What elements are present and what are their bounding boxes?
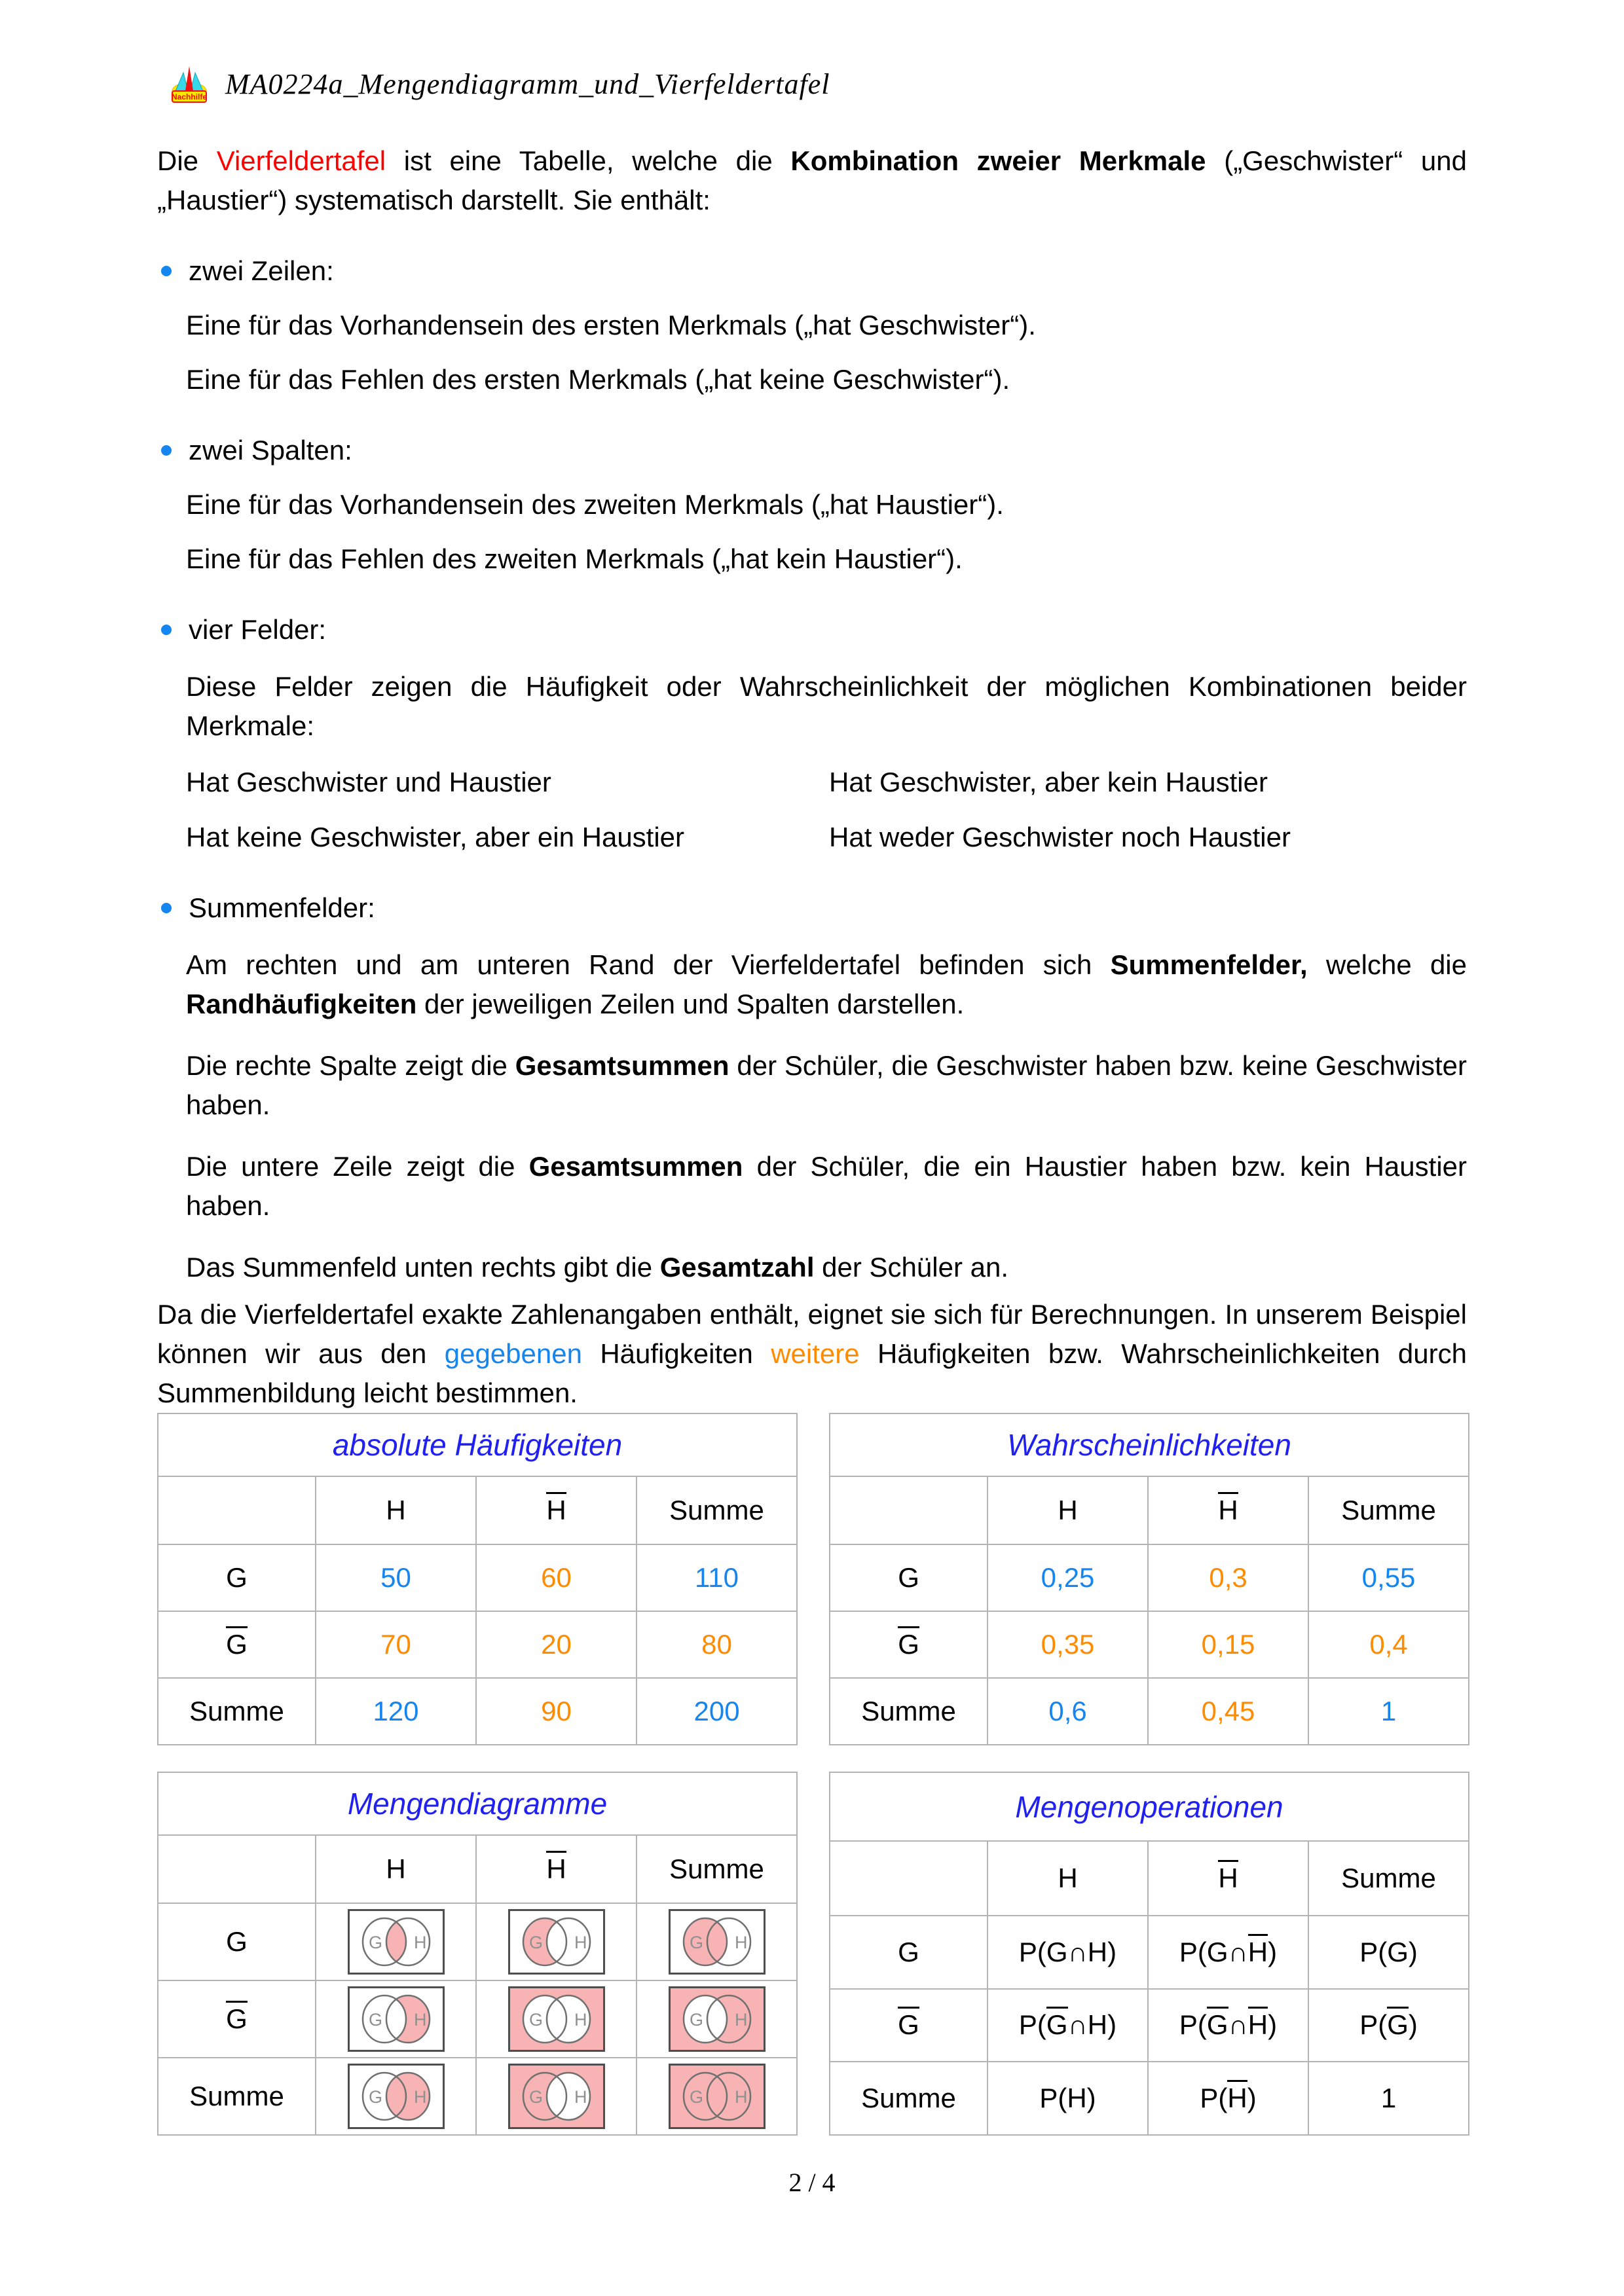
bullet-section-vier-felder (157, 610, 1467, 857)
column-header: Summe (1308, 1476, 1469, 1544)
value-cell: 0,45 (1148, 1678, 1308, 1745)
text-segment: G (1046, 2007, 1068, 2039)
column-header: Summe (1308, 1841, 1469, 1916)
bullet-paragraph (186, 1248, 1467, 1287)
value-cell: 0,25 (987, 1544, 1148, 1611)
text-segment: P( (1200, 2083, 1228, 2114)
column-header: H (987, 1476, 1148, 1544)
page-number: 2 / 4 (788, 2168, 836, 2197)
venn-g-label: G (368, 2087, 382, 2107)
venn-h-label: H (734, 1933, 747, 1952)
venn-g-label: G (528, 2087, 543, 2107)
column-header: Summe (637, 1835, 797, 1903)
text-segment: 1 (1380, 2083, 1397, 2114)
value-cell: 80 (637, 1611, 797, 1678)
row-header: Summe (158, 1678, 316, 1745)
text-segment: der Schüler an. (814, 1252, 1009, 1283)
venn-cell (476, 1980, 637, 2058)
value-cell: 110 (637, 1544, 797, 1611)
text-segment: H (1218, 1860, 1238, 1893)
tables-row-top (157, 1413, 1467, 1745)
text-segment: P( (1359, 2009, 1388, 2041)
text-segment: ∩H) (1067, 2009, 1117, 2041)
venn-diagram (668, 2063, 766, 2130)
nachhilfe-logo (168, 64, 211, 105)
row-header (158, 1980, 316, 2058)
text-segment: gegebenen (444, 1338, 582, 1369)
venn-g-label: G (689, 2087, 703, 2107)
document-header (168, 64, 1467, 105)
row-header: G (830, 1544, 987, 1611)
text-segment: H (1227, 2080, 1247, 2113)
venn-diagram (668, 1908, 766, 1975)
bullet-section-summenfelder (157, 888, 1467, 1287)
column-header: Summe (637, 1476, 797, 1544)
value-cell: 90 (476, 1678, 637, 1745)
bullet-line: Eine für das Vorhandensein des zweiten Merkmals („hat Haustier“). (186, 489, 1004, 520)
value-cell: 0,35 (987, 1611, 1148, 1678)
bullet-icon (161, 266, 172, 276)
text-segment: H (546, 1492, 566, 1525)
text-segment: Kombination zweier Merkmale (790, 145, 1206, 176)
text-segment: der jeweiligen Zeilen und Spalten darstellen. (416, 989, 965, 1019)
text-segment: H (1248, 2007, 1268, 2039)
venn-g-label: G (368, 2010, 382, 2030)
tables-row-bottom (157, 1772, 1467, 2136)
field-example: Hat keine Geschwister, aber ein Haustier (186, 822, 685, 852)
value-cell: 200 (637, 1678, 797, 1745)
venn-diagram (507, 1986, 606, 2052)
text-segment: P( (1018, 2009, 1046, 2041)
text-segment: P(G∩ (1179, 1936, 1248, 1967)
venn-g-label: G (368, 1933, 382, 1952)
row-header (158, 1611, 316, 1678)
column-header: H (316, 1476, 476, 1544)
bullet-row (161, 251, 1467, 291)
text-segment: ist eine Tabelle, welche die (386, 145, 791, 176)
text-segment: P(G) (1359, 1936, 1418, 1967)
logo-label: Nachhilfe (171, 92, 208, 101)
text-segment: P( (1179, 2009, 1207, 2041)
bullet-icon (161, 625, 172, 635)
value-cell: 0,4 (1308, 1611, 1469, 1678)
bullet-line: Eine für das Fehlen des zweiten Merkmals („hat kein Haustier“). (186, 543, 963, 574)
text-segment: Die rechte Spalte zeigt die (186, 1050, 515, 1081)
column-header (1148, 1841, 1308, 1916)
text-segment: ) (1268, 1936, 1278, 1967)
text-segment: Häufigkeiten (581, 1338, 771, 1369)
bullet-icon (161, 903, 172, 913)
venn-diagram (507, 1908, 606, 1975)
text-segment: P(H) (1039, 2083, 1096, 2114)
text-segment: ) (1268, 2009, 1278, 2041)
venn-h-label: H (413, 2010, 426, 2030)
venn-h-label: H (574, 2010, 587, 2030)
table-title: Mengenoperationen (830, 1772, 1469, 1841)
value-cell: 120 (316, 1678, 476, 1745)
bullet-row (161, 431, 1467, 470)
venn-cell (476, 1903, 637, 1980)
table-title: Wahrscheinlichkeiten (830, 1413, 1469, 1476)
text-segment: ) (1408, 2009, 1418, 2041)
bullet-icon (161, 445, 172, 456)
value-cell (987, 2062, 1148, 2135)
venn-diagram (347, 1986, 445, 2052)
value-cell: 0,15 (1148, 1611, 1308, 1678)
bullet-section-zwei-zeilen (157, 251, 1467, 399)
venn-cell (637, 2058, 797, 2135)
document-title: MA0224a_Mengendiagramm_und_Vierfeldertafel (225, 68, 830, 100)
venn-cell (476, 2058, 637, 2135)
bullet-row (161, 888, 1467, 928)
row-header (830, 1611, 987, 1678)
value-cell (987, 1989, 1148, 2062)
venn-h-label: H (574, 1933, 587, 1952)
venn-h-label: H (734, 2087, 747, 2107)
venn-h-label: H (734, 2010, 747, 2030)
venn-h-label: H (574, 2087, 587, 2107)
venn-cell (637, 1903, 797, 1980)
text-segment: H (1218, 1492, 1238, 1525)
text-segment: Das Summenfeld unten rechts gibt die (186, 1252, 660, 1283)
column-header (158, 1835, 316, 1903)
text-segment: weitere (771, 1338, 860, 1369)
column-header (476, 1835, 637, 1903)
field-examples (186, 763, 1467, 857)
value-cell: 70 (316, 1611, 476, 1678)
column-header (158, 1476, 316, 1544)
bullet-paragraph (186, 1147, 1467, 1226)
venn-cell (316, 1980, 476, 2058)
text-segment: G (1207, 2007, 1228, 2039)
text-segment: Die (157, 145, 217, 176)
value-cell (1148, 1989, 1308, 2062)
table-mengenoperationen (829, 1772, 1469, 2136)
text-segment: Vierfeldertafel (216, 145, 386, 176)
text-segment: welche die (1307, 949, 1467, 980)
text-segment: ) (1247, 2083, 1257, 2114)
field-example: Hat Geschwister, aber kein Haustier (829, 767, 1268, 797)
row-header: Summe (830, 2062, 987, 2135)
venn-cell (316, 2058, 476, 2135)
bullet-line: Eine für das Fehlen des ersten Merkmals („hat keine Geschwister“). (186, 364, 1010, 395)
value-cell (1308, 1989, 1469, 2062)
column-header (1148, 1476, 1308, 1544)
venn-cell (637, 1980, 797, 2058)
venn-diagram (668, 1986, 766, 2052)
text-segment: G (898, 1626, 919, 1659)
table-absolute-haeufigkeiten (157, 1413, 798, 1745)
closing-paragraph (157, 1295, 1467, 1413)
value-cell: 1 (1308, 1678, 1469, 1745)
text-segment: G (226, 1626, 248, 1659)
row-header (830, 1989, 987, 2062)
field-example: Hat weder Geschwister noch Haustier (829, 822, 1291, 852)
text-segment: der Schüler, die ein Haustier haben bzw. kein Haustier haben. (186, 1151, 1467, 1221)
text-segment: Gesamtzahl (659, 1252, 815, 1283)
bullet-section-zwei-spalten (157, 431, 1467, 579)
column-header (830, 1476, 987, 1544)
column-header: H (316, 1835, 476, 1903)
text-segment: P(G∩H) (1018, 1936, 1117, 1967)
venn-diagram (347, 2063, 445, 2130)
bullet-line: Eine für das Vorhandensein des ersten Merkmals („hat Geschwister“). (186, 310, 1036, 340)
field-example: Hat Geschwister und Haustier (186, 767, 551, 797)
value-cell: 0,6 (987, 1678, 1148, 1745)
venn-g-label: G (528, 1933, 543, 1952)
row-header: G (158, 1903, 316, 1980)
venn-diagram (347, 1908, 445, 1975)
row-header: G (830, 1916, 987, 1989)
value-cell: 50 (316, 1544, 476, 1611)
bullet-label: zwei Zeilen: (189, 255, 334, 286)
venn-diagram (507, 2063, 606, 2130)
value-cell: 0,3 (1148, 1544, 1308, 1611)
row-header: Summe (158, 2058, 316, 2135)
text-segment: Gesamtsummen (528, 1151, 743, 1182)
row-header: Summe (830, 1678, 987, 1745)
row-header: G (158, 1544, 316, 1611)
text-segment: Am rechten und am unteren Rand der Vierfeldertafel befinden sich (186, 949, 1111, 980)
bullet-paragraph (186, 945, 1467, 1024)
text-segment: der Schüler, die Geschwister haben bzw. keine Geschwister haben. (186, 1050, 1467, 1120)
text-segment: Da die Vierfeldertafel exakte Zahlenangaben enthält, eignet sie sich für Berechnungen. In unserem Beispiel können wir aus den (157, 1299, 1467, 1369)
text-segment: G (898, 2007, 919, 2039)
text-segment: Häufigkeiten bzw. Wahrscheinlichkeiten durch Summenbildung leicht bestimmen. (157, 1338, 1467, 1408)
table-title: Mengendiagramme (158, 1772, 797, 1835)
value-cell (1148, 2062, 1308, 2135)
column-header: H (987, 1841, 1148, 1916)
venn-cell (316, 1903, 476, 1980)
bullet-label: Summenfelder: (189, 892, 375, 923)
bullet-paragraph (186, 1046, 1467, 1125)
bullet-row (161, 610, 1467, 649)
value-cell (1148, 1916, 1308, 1989)
text-segment: Randhäufigkeiten (186, 989, 417, 1019)
bullet-label: zwei Spalten: (189, 435, 352, 465)
value-cell (1308, 1916, 1469, 1989)
value-cell: 60 (476, 1544, 637, 1611)
value-cell: 20 (476, 1611, 637, 1678)
bullet-paragraph (186, 667, 1467, 746)
text-segment: H (546, 1851, 566, 1884)
intro-paragraph (157, 141, 1467, 220)
text-segment: Summenfelder, (1110, 949, 1308, 980)
text-segment: G (226, 2001, 248, 2033)
column-header (476, 1476, 637, 1544)
venn-g-label: G (689, 2010, 703, 2030)
text-segment: Die untere Zeile zeigt die (186, 1151, 529, 1182)
value-cell: 0,55 (1308, 1544, 1469, 1611)
value-cell (1308, 2062, 1469, 2135)
value-cell (987, 1916, 1148, 1989)
table-mengendiagramme (157, 1772, 798, 2136)
text-segment: ∩ (1228, 2009, 1248, 2041)
column-header (830, 1841, 987, 1916)
text-segment: („Geschwister“ und „Haustier“) systematisch darstellt. Sie enthält: (157, 145, 1467, 215)
venn-h-label: H (413, 1933, 426, 1952)
text-segment: G (1387, 2007, 1409, 2039)
venn-h-label: H (413, 2087, 426, 2107)
text-segment: Gesamtsummen (515, 1050, 729, 1081)
bullet-label: vier Felder: (189, 614, 327, 645)
text-segment: H (1248, 1934, 1268, 1967)
venn-g-label: G (528, 2010, 543, 2030)
table-wahrscheinlichkeiten (829, 1413, 1469, 1745)
logo-center-peak (185, 66, 193, 91)
text-segment: Diese Felder zeigen die Häufigkeit oder Wahrscheinlichkeit der möglichen Kombinationen beider Merkmale: (186, 671, 1467, 741)
venn-g-label: G (689, 1933, 703, 1952)
table-title: absolute Häufigkeiten (158, 1413, 797, 1476)
